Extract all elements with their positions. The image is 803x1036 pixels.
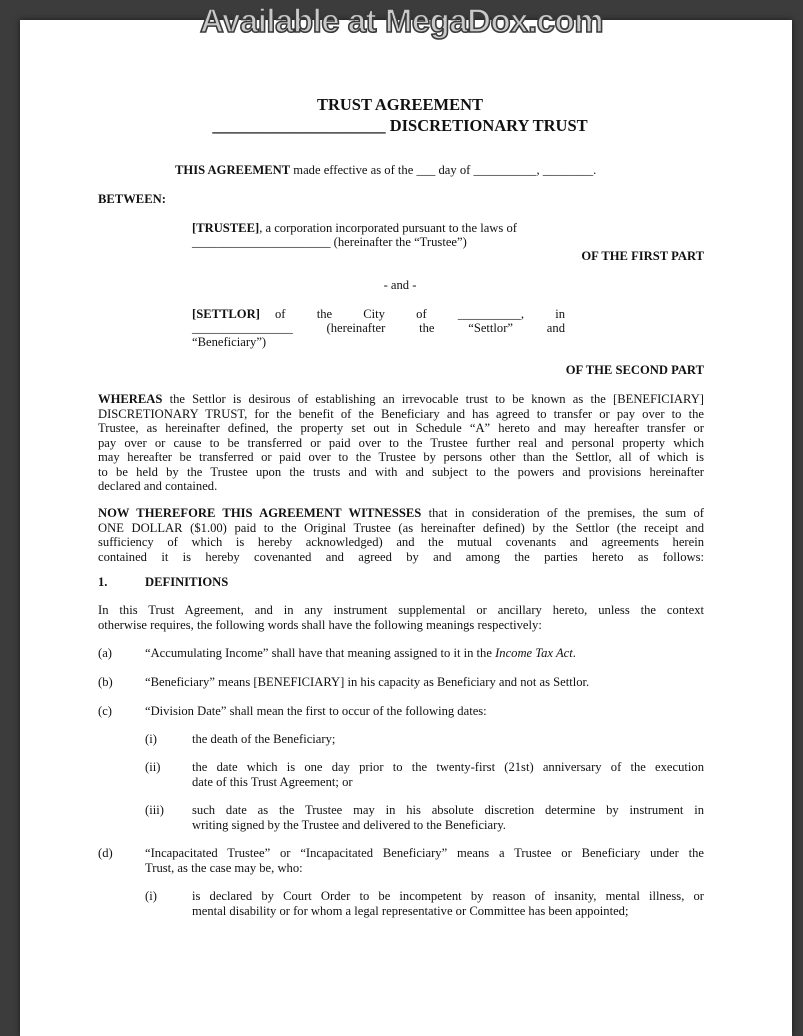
def-c-i-label: (i) [145,732,157,746]
def-a-italic: Income Tax Act [495,646,573,660]
settlor-rest: of the City of __________, in [275,307,565,321]
section-title: DEFINITIONS [145,575,229,589]
def-d-i-line: mental disability or for whom a legal representative or Committee has been appointed; [192,903,629,918]
def-c-iii-line: such date as the Trustee may in his absolute discretion determine by instrument in [192,803,704,817]
trustee-line-1 [192,221,517,236]
def-c-i-text: the death of the Beneficiary; [192,732,336,746]
now-text: that in consideration of the premises, the sum of [421,506,704,520]
now-line: ONE DOLLAR ($1.00) paid to the Original Trustee (as hereinafter defined) by the Settlor (the receipt and [98,520,704,535]
trustee-bold: [TRUSTEE] [192,221,260,235]
effective-rest: made effective as of the ___ day of __________, ________. [290,163,597,177]
def-c-ii-line: date of this Trust Agreement; or [192,774,353,789]
title-line-1: TRUST AGREEMENT [316,95,484,114]
between-label: BETWEEN: [98,192,166,206]
def-a-label: (a) [98,646,112,660]
title-line-2: _____________________ DISCRETIONARY TRUST [212,116,588,135]
def-b-text: “Beneficiary” means [BENEFICIARY] in his capacity as Beneficiary and not as Settlor. [145,675,590,689]
intro-line: otherwise requires, the following words shall have the following meanings respectively: [98,617,542,632]
def-c-iii-line: writing signed by the Trustee and delivered to the Beneficiary. [192,817,506,832]
whereas-bold: WHEREAS [98,392,163,406]
intro-line: In this Trust Agreement, and in any instrument supplemental or ancillary hereto, unless the context [98,603,704,617]
settlor-line-3: “Beneficiary”) [192,335,267,349]
def-c-iii-label: (iii) [145,803,164,817]
def-a-text [145,646,576,661]
whereas-line: to be held by the Trustee upon the trusts and with and subject to the powers and provisions hereinafter [98,464,704,479]
def-c-label: (c) [98,704,112,718]
now-bold: NOW THEREFORE THIS AGREEMENT WITNESSES [98,506,422,520]
section-number: 1. [98,575,108,589]
def-c-text: “Division Date” shall mean the first to occur of the following dates: [145,704,487,718]
def-d-label: (d) [98,846,113,860]
whereas-text: the Settlor is desirous of establishing an irrevocable trust to be known as the [BENEFICIARY] [162,392,704,406]
def-d-i-line: is declared by Court Order to be incompetent by reason of insanity, mental illness, or [192,889,704,903]
def-a-end: . [572,646,576,660]
def-b-label: (b) [98,675,113,689]
now-line [98,506,704,521]
now-line: sufficiency of which is hereby acknowledged) and the mutual covenants and agreements herein [98,535,704,549]
def-c-ii-label: (ii) [145,760,161,774]
whereas-line [98,392,704,407]
def-c-iii-text [192,803,704,832]
whereas-paragraph [98,392,704,494]
definitions-intro [98,603,704,632]
trustee-rest: , a corporation incorporated pursuant to the laws of [259,221,517,235]
def-d-line: Trust, as the case may be, who: [145,860,303,875]
whereas-line: declared and contained. [98,479,218,493]
settlor-line-1 [192,307,565,322]
now-line: contained it is hereby covenanted and agreed by and among the parties hereto as follows: [98,549,704,564]
whereas-line: pay over or cause to be transferred or paid over to the Trustee further real and personal property which [98,435,704,450]
whereas-line: DISCRETIONARY TRUST, for the benefit of the Beneficiary and has agreed to transfer or pay over to the [98,406,704,421]
def-d-i-label: (i) [145,889,157,903]
settlor-line-2: ________________ (hereinafter the “Settlor” and [192,321,565,335]
def-d-text [145,846,704,875]
effective-line [175,163,596,178]
second-part-label: OF THE SECOND PART [565,363,704,377]
whereas-line: Trustee, as hereinafter defined, the property set out in Schedule “A” hereto and may hereafter transfer or [98,421,704,435]
and-separator: - and - [383,278,417,292]
def-a-body: “Accumulating Income” shall have that meaning assigned to it in the [145,646,496,660]
now-therefore-paragraph [98,506,704,564]
def-d-line: “Incapacitated Trustee” or “Incapacitated Beneficiary” means a Trustee or Beneficiary under the [145,846,704,860]
effective-bold: THIS AGREEMENT [175,163,291,177]
whereas-line: may hereafter be transferred or paid over to the Trustee by persons other than the Settlor, all of which is [98,450,704,464]
document-page [20,20,792,1036]
def-c-ii-text [192,760,704,789]
settlor-bold: [SETTLOR] [192,307,260,321]
def-c-ii-line: the date which is one day prior to the twenty-first (21st) anniversary of the execution [192,760,704,774]
first-part-label: OF THE FIRST PART [581,249,704,263]
watermark: Available at MegaDox.com [199,2,604,39]
trustee-line-2: ______________________ (hereinafter the “Trustee”) [192,235,467,249]
def-d-i-text [192,889,704,918]
